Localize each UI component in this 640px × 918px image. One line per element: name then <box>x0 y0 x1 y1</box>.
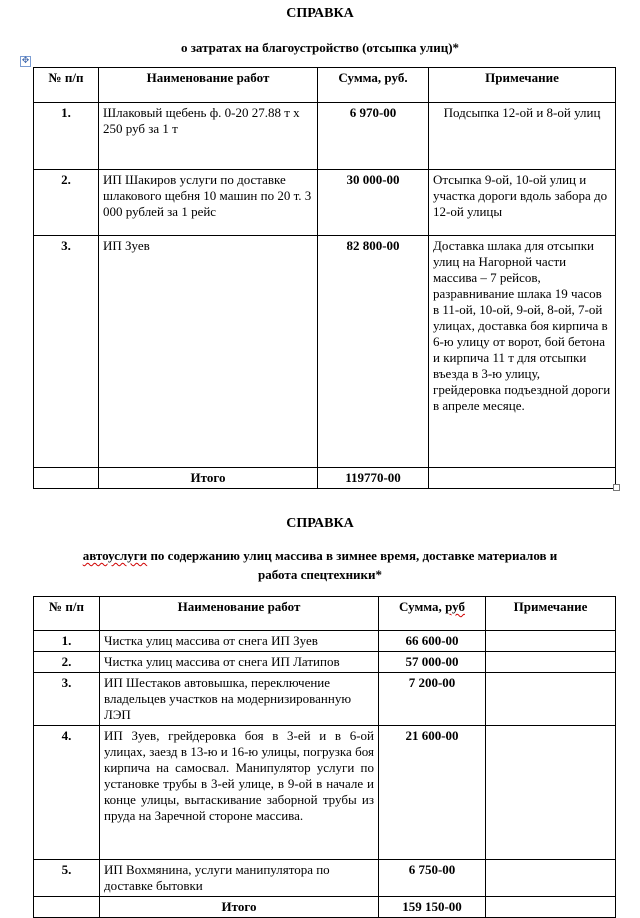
doc2-subtitle-text: по содержанию улиц массива в зимнее время, доставке материалов и <box>147 548 558 563</box>
row-num: 2. <box>34 170 99 236</box>
row-num: 1. <box>34 103 99 170</box>
doc2-subtitle-misspelled: автоуслуги <box>82 548 148 563</box>
header-sum: Сумма, руб. <box>318 68 429 103</box>
doc2-total-row <box>34 897 616 918</box>
row-sum: 30 000-00 <box>318 170 429 236</box>
header-num: № п/п <box>34 597 100 631</box>
doc1-table <box>33 67 616 489</box>
total-label: Итого <box>99 468 318 489</box>
table-row <box>34 860 616 897</box>
header-note: Примечание <box>486 597 616 631</box>
header-name: Наименование работ <box>100 597 379 631</box>
row-num: 2. <box>34 652 100 673</box>
row-sum: 6 970-00 <box>318 103 429 170</box>
row-note <box>486 726 616 860</box>
doc1-subtitle: о затратах на благоустройство (отсыпка улиц)* <box>180 40 460 55</box>
row-num: 4. <box>34 726 100 860</box>
header-sum-unit: руб <box>445 599 465 614</box>
row-name: Шлаковый щебень ф. 0-20 27.88 т х 250 руб за 1 т <box>99 103 318 170</box>
table-row <box>34 236 616 468</box>
doc2-title: СПРАВКА <box>286 516 354 531</box>
total-sum: 159 150-00 <box>379 897 486 918</box>
total-label: Итого <box>100 897 379 918</box>
row-name: Чистка улиц массива от снега ИП Латипов <box>100 652 379 673</box>
doc2-subtitle-line2: работа спецтехники* <box>257 567 383 582</box>
row-sum: 57 000-00 <box>379 652 486 673</box>
row-note: Отсыпка 9-ой, 10-ой улиц и участка дороги вдоль забора до 12-ой улицы <box>429 170 616 236</box>
header-num: № п/п <box>34 68 99 103</box>
table-row <box>34 673 616 726</box>
row-sum: 82 800-00 <box>318 236 429 468</box>
row-sum: 21 600-00 <box>379 726 486 860</box>
doc1-title: СПРАВКА <box>286 6 354 21</box>
row-name: ИП Зуев, грейдеровка боя в 3-ей и в 6-ой улицах, заезд в 13-ю и 16-ю улицы, погрузка боя кирпича на самосвал. Манипулятор услуги по установке трубы в 3-ей улице, в 9-ой в начале и конце улицы, вытаскивание заборной трубы из пруда на Заречной стороне массива. <box>100 726 379 860</box>
header-sum-text: Сумма, <box>399 599 446 614</box>
doc1-header-row <box>34 68 616 103</box>
row-num: 1. <box>34 631 100 652</box>
row-num: 5. <box>34 860 100 897</box>
header-note: Примечание <box>429 68 616 103</box>
row-name: ИП Шестаков автовышка, переключение владельцев участков на модернизированную ЛЭП <box>100 673 379 726</box>
doc1-total-row <box>34 468 616 489</box>
doc2-subtitle-line1 <box>0 546 640 565</box>
row-num: 3. <box>34 236 99 468</box>
row-sum: 7 200-00 <box>379 673 486 726</box>
row-note <box>486 631 616 652</box>
row-name: ИП Вохмянина, услуги манипулятора по доставке бытовки <box>100 860 379 897</box>
table-move-handle-icon[interactable]: ✥ <box>21 56 30 66</box>
row-note <box>486 860 616 897</box>
row-note <box>486 652 616 673</box>
doc2-table <box>33 596 616 918</box>
row-name: ИП Зуев <box>99 236 318 468</box>
table-row <box>34 103 616 170</box>
row-note <box>486 673 616 726</box>
table-row <box>34 631 616 652</box>
row-note: Доставка шлака для отсыпки улиц на Нагорной части массива – 7 рейсов, разравнивание шлака 19 часов в 11-ой, 10-ой, 9-ой, 8-ой, 7-ой улицах, доставка боя кирпича в 6-ю улицу от ворот, бой бетона и кирпича 11 т для отсыпки въезда в 3-ю улицу, грейдеровка подъездной дороги в апреле месяце. <box>429 236 616 468</box>
row-name: Чистка улиц массива от снега ИП Зуев <box>100 631 379 652</box>
row-sum: 66 600-00 <box>379 631 486 652</box>
row-note: Подсыпка 12-ой и 8-ой улиц <box>429 103 616 170</box>
table-resize-handle[interactable] <box>613 484 620 491</box>
row-num: 3. <box>34 673 100 726</box>
table-row <box>34 652 616 673</box>
header-name: Наименование работ <box>99 68 318 103</box>
row-name: ИП Шакиров услуги по доставке шлакового щебня 10 машин по 20 т. 3 000 рублей за 1 рейс <box>99 170 318 236</box>
total-sum: 119770-00 <box>318 468 429 489</box>
header-sum <box>379 597 486 631</box>
table-row <box>34 726 616 860</box>
table-row <box>34 170 616 236</box>
row-sum: 6 750-00 <box>379 860 486 897</box>
doc2-header-row <box>34 597 616 631</box>
